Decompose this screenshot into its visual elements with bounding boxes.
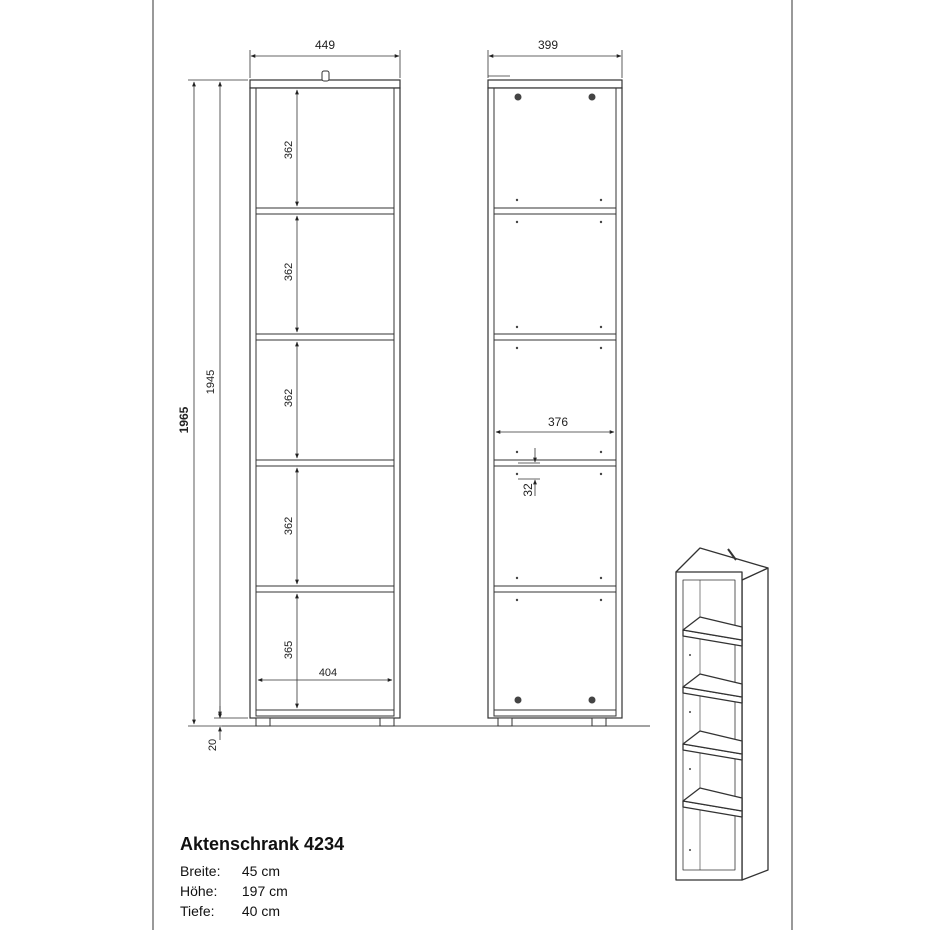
side-feet (498, 718, 606, 726)
spec-label-depth: Tiefe: (180, 903, 215, 919)
front-feet (256, 718, 394, 726)
spec-label-height: Höhe: (180, 883, 218, 899)
compartment-2-height-label: 362 (283, 262, 295, 282)
isometric-view (676, 548, 768, 880)
width-label: 449 (314, 38, 336, 52)
spec-value-width: 45 cm (241, 863, 281, 879)
spec-row-width (180, 861, 344, 881)
spec-label-width: Breite: (180, 863, 221, 879)
compartment-1-height-label: 362 (283, 140, 295, 160)
total-height-dimension-line (188, 80, 248, 726)
hole-spacing-label: 32 (521, 483, 535, 497)
spec-value-height: 197 cm (241, 883, 288, 899)
inner-width-label: 404 (318, 667, 338, 679)
shelf-depth-label: 376 (547, 415, 569, 429)
depth-label: 399 (537, 38, 559, 52)
spec-value-depth: 40 cm (241, 903, 281, 919)
compartment-5-height-label: 365 (283, 640, 295, 660)
side-view (488, 38, 622, 726)
product-info (180, 834, 344, 921)
depth-dimension-line (488, 50, 622, 78)
product-title: Aktenschrank 4234 (180, 834, 345, 854)
body-height-dimension-line (214, 82, 248, 718)
compartment-4-height-label: 362 (283, 516, 295, 536)
total-height-label: 1965 (177, 406, 191, 434)
foot-height-label: 20 (207, 738, 219, 752)
spec-row-depth (180, 901, 344, 921)
spec-row-height (180, 881, 344, 901)
front-view (177, 38, 400, 751)
body-height-label: 1945 (205, 369, 217, 395)
compartment-3-height-label: 362 (283, 388, 295, 408)
